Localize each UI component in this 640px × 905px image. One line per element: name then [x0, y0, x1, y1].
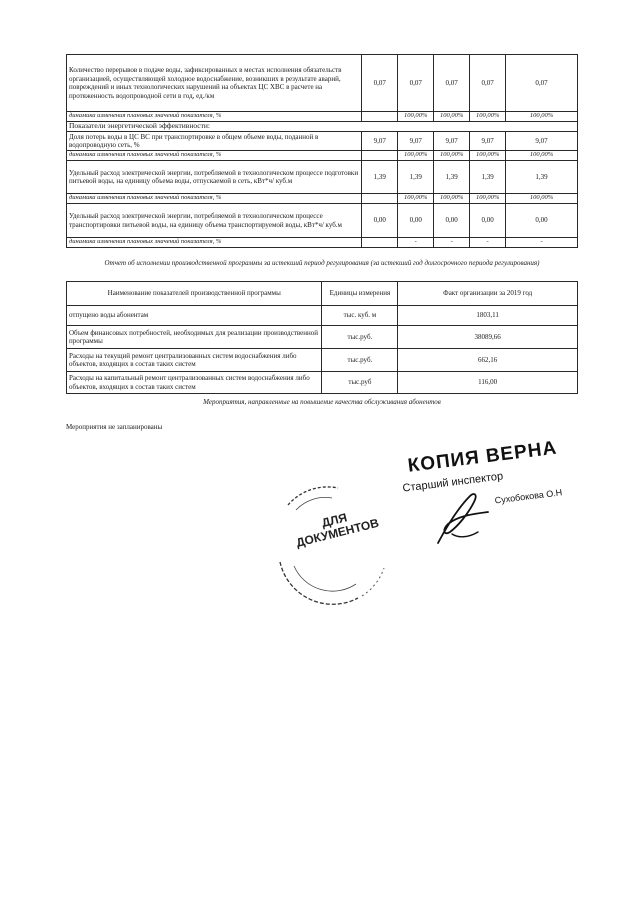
- table-row: [67, 306, 578, 326]
- indicator-value: 9,07: [362, 132, 398, 151]
- dynamics-value: [362, 194, 398, 204]
- dynamics-label: динамика изменения плановых значений показателя, %: [67, 112, 362, 122]
- dynamics-value: -: [506, 238, 578, 248]
- indicator-value: 9,07: [506, 132, 578, 151]
- row-unit: тыс. куб. м: [322, 306, 398, 326]
- dynamics-label: динамика изменения плановых значений показателя, %: [67, 238, 362, 248]
- row-name: Расходы на текущий ремонт централизованных систем водоснабжения либо объектов, входящих в состав таких систем: [67, 349, 322, 372]
- dynamics-value: 100,00%: [470, 112, 506, 122]
- column-header: Наименование показателей производственной программы: [67, 282, 322, 306]
- indicator-value: 0,00: [434, 204, 470, 238]
- certified-title: КОПИЯ ВЕРНА: [406, 437, 559, 477]
- program-report-table: [66, 281, 578, 394]
- indicator-value: 9,07: [434, 132, 470, 151]
- table-row: [67, 238, 578, 248]
- indicator-label: Количество перерывов в подаче воды, зафиксированных в местах исполнения обязательств организацией, осуществляющей холодное водоснабжение, возникших в результате аварий, повреждений и иных технологических нарушений на объектах ЦС ХВС в расчете на протяженность водопроводной сети в год, ед./км: [67, 55, 362, 112]
- table-row: [67, 194, 578, 204]
- indicator-value: 1,39: [506, 161, 578, 194]
- row-value: 1803,11: [398, 306, 578, 326]
- certified-name: Сухобокова О.Н: [494, 487, 563, 506]
- dynamics-value: 100,00%: [398, 151, 434, 161]
- dynamics-value: 100,00%: [398, 194, 434, 204]
- table-row: [67, 151, 578, 161]
- dynamics-value: -: [434, 238, 470, 248]
- measures-text: Мероприятия не запланированы: [66, 423, 163, 431]
- indicators-table: [66, 54, 578, 248]
- indicator-value: 0,07: [470, 55, 506, 112]
- report-caption: Отчет об исполнении производственной программы за истекший период регулирования (за истекший год долгосрочного периода регулирования): [104, 259, 540, 267]
- indicator-value: 1,39: [362, 161, 398, 194]
- table-row: [67, 349, 578, 372]
- table-row: [67, 204, 578, 238]
- column-header: Факт организации за 2019 год: [398, 282, 578, 306]
- dynamics-value: -: [470, 238, 506, 248]
- dynamics-value: 100,00%: [398, 112, 434, 122]
- indicator-value: 0,07: [398, 55, 434, 112]
- table-row: [67, 326, 578, 349]
- dynamics-value: 100,00%: [434, 112, 470, 122]
- dynamics-value: -: [398, 238, 434, 248]
- indicator-value: 0,00: [470, 204, 506, 238]
- dynamics-value: 100,00%: [470, 194, 506, 204]
- table-row: [67, 132, 578, 151]
- indicator-value: 0,00: [362, 204, 398, 238]
- row-value: 662,16: [398, 349, 578, 372]
- signature-icon: [428, 488, 498, 550]
- dynamics-value: 100,00%: [506, 112, 578, 122]
- row-unit: тыс.руб.: [322, 326, 398, 349]
- table-row: [67, 161, 578, 194]
- indicator-label: Доля потерь воды в ЦС ВС при транспортировке в общем объеме воды, поданной в водопроводную сеть, %: [67, 132, 362, 151]
- section-heading: Показатели энергетической эффективности:: [67, 122, 578, 132]
- dynamics-value: 100,00%: [506, 194, 578, 204]
- indicator-value: 0,00: [398, 204, 434, 238]
- table-header-row: [67, 282, 578, 306]
- dynamics-value: 100,00%: [470, 151, 506, 161]
- row-name: отпущено воды абонентам: [67, 306, 322, 326]
- indicator-value: 9,07: [398, 132, 434, 151]
- dynamics-label: динамика изменения плановых значений показателя, %: [67, 194, 362, 204]
- measures-caption: Мероприятия, направленные на повышение качества обслуживания абонентов: [203, 398, 441, 406]
- dynamics-value: 100,00%: [434, 151, 470, 161]
- table-row: [67, 372, 578, 394]
- dynamics-label: динамика изменения плановых значений показателя, %: [67, 151, 362, 161]
- indicator-value: 9,07: [470, 132, 506, 151]
- table-row: [67, 55, 578, 112]
- indicator-label: Удельный расход электрической энергии, потребляемой в технологическом процессе транспортировки питьевой воды, на единицу объема транспортируемой воды, кВт*ч/ куб.м: [67, 204, 362, 238]
- dynamics-value: 100,00%: [506, 151, 578, 161]
- dynamics-value: [362, 112, 398, 122]
- row-value: 38089,66: [398, 326, 578, 349]
- row-unit: тыс.руб: [322, 372, 398, 394]
- round-stamp-text: ДЛЯ ДОКУМЕНТОВ: [294, 510, 381, 550]
- dynamics-value: 100,00%: [434, 194, 470, 204]
- dynamics-value: [362, 238, 398, 248]
- column-header: Единицы измерения: [322, 282, 398, 306]
- row-unit: тыс.руб.: [322, 349, 398, 372]
- indicator-value: 0,07: [434, 55, 470, 112]
- indicator-label: Удельный расход электрической энергии, потребляемой в технологическом процессе подготовки питьевой воды, на единицу объема воды, отпускаемой в сеть, кВт*ч/ куб.м: [67, 161, 362, 194]
- indicator-value: 1,39: [398, 161, 434, 194]
- indicator-value: 1,39: [434, 161, 470, 194]
- indicator-value: 1,39: [470, 161, 506, 194]
- indicator-value: 0,07: [506, 55, 578, 112]
- certified-role: Старший инспектор: [401, 470, 504, 495]
- row-value: 116,00: [398, 372, 578, 394]
- table-row: [67, 112, 578, 122]
- row-name: Объем финансовых потребностей, необходимых для реализации производственной программы: [67, 326, 322, 349]
- table-row: [67, 122, 578, 132]
- indicator-value: 0,07: [362, 55, 398, 112]
- dynamics-value: [362, 151, 398, 161]
- indicator-value: 0,00: [506, 204, 578, 238]
- row-name: Расходы на капитальный ремонт централизованных систем водоснабжения либо объектов, входящих в состав таких систем: [67, 372, 322, 394]
